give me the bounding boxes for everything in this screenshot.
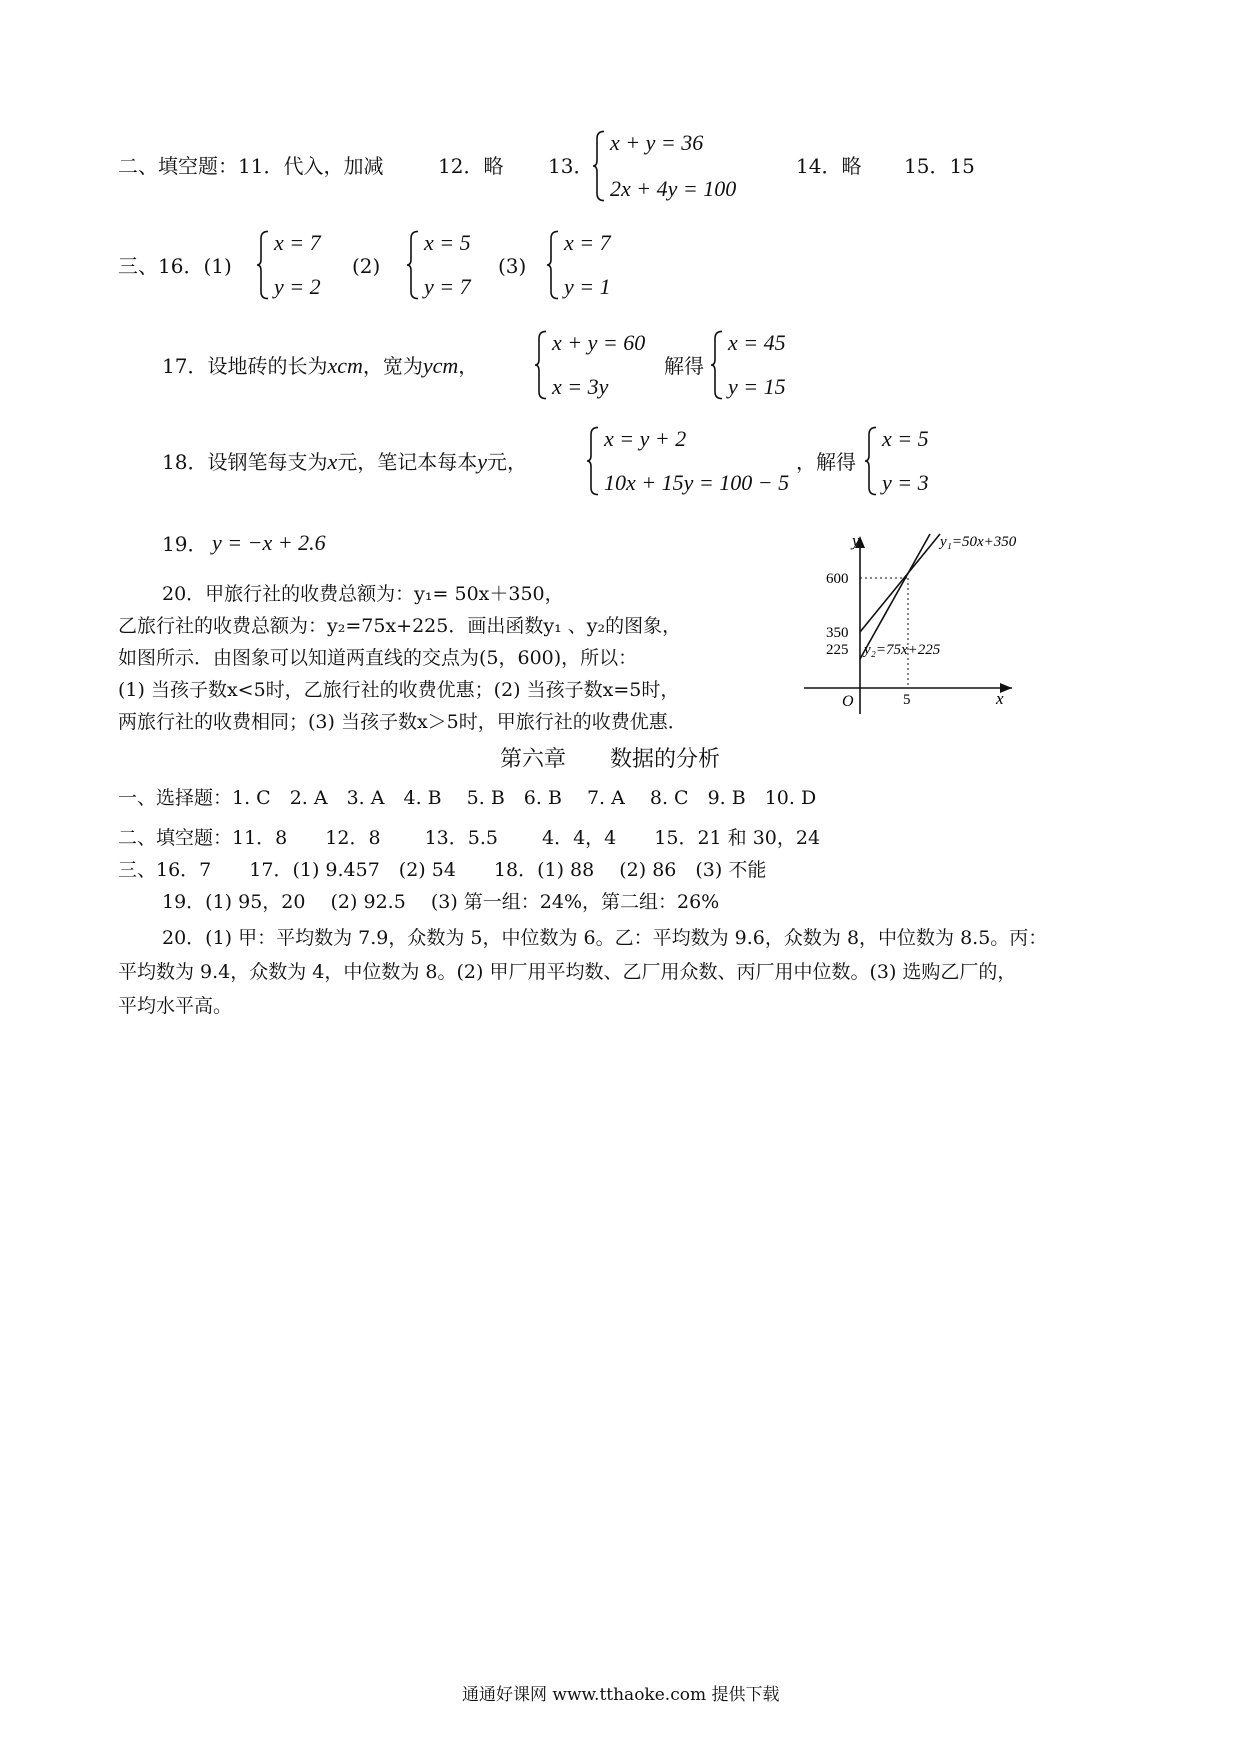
- q18-text2: 元，笔记本每本: [337, 450, 478, 474]
- q19-label: 19．: [162, 532, 208, 556]
- q17-solve: 解得: [664, 354, 704, 378]
- y-axis-label: y: [852, 531, 860, 550]
- q13-eq1: x + y = 36: [610, 130, 704, 155]
- q16-p2-eq1: x = 5: [424, 230, 471, 255]
- chapter6-q20-line3: 平均水平高。: [118, 995, 233, 1017]
- footer-credit: 通通好课网 www.tthaoke.com 提供下载: [462, 1685, 780, 1705]
- tick-350: 350: [826, 625, 849, 641]
- q16-p3-eq1: x = 7: [564, 230, 611, 255]
- q16-label: 三、16．(1): [118, 254, 232, 278]
- q16-system-2: [406, 230, 471, 300]
- q18-text1: 18．设钢笔每支为: [162, 450, 328, 474]
- left-brace-icon: [406, 230, 420, 300]
- fill-blank-prefix: 二、填空题：11．代入，加减: [118, 154, 384, 178]
- q20-line1: 20．甲旅行社的收费总额为：y₁= 50x＋350，: [162, 583, 564, 605]
- x-axis-label: x: [996, 689, 1004, 708]
- left-brace-icon: [256, 230, 270, 300]
- chapter6-q20-line1: 20．(1) 甲：平均数为 7.9，众数为 5，中位数为 6。乙：平均数为 9.6，众数为 8，中位数为 8.5。丙：: [162, 927, 1048, 949]
- q17-eq2: x = 3y: [552, 374, 609, 399]
- fill-blank-q15: 15．15: [904, 154, 975, 178]
- q16-p2-label: (2): [352, 254, 381, 278]
- q16-system-3: [546, 230, 611, 300]
- q17-sol2: y = 15: [728, 374, 786, 399]
- q17-text1: 17．设地砖的长为: [162, 354, 328, 378]
- tick-x5: 5: [903, 692, 911, 708]
- q20-line2: 乙旅行社的收费总额为：y₂=75x+225．画出函数y₁ 、y₂的图象，: [118, 615, 682, 637]
- label-y1: y₁=50x+350: [940, 534, 1017, 550]
- q19-equation: y = −x + 2.6: [212, 530, 326, 555]
- line-y2: [860, 534, 930, 659]
- left-brace-icon: [864, 426, 878, 496]
- q18-eq2: 10x + 15y = 100 − 5: [604, 470, 790, 495]
- q20-line5: 两旅行社的收费相同；(3) 当孩子数x＞5时，甲旅行社的收费优惠．: [118, 711, 687, 733]
- chapter6-fill: 二、填空题：11．8 12．8 13．5.5 4．4，4 15．21 和 30，24: [118, 827, 821, 849]
- q18-var2: y: [477, 449, 487, 474]
- q16-p1-eq1: x = 7: [274, 230, 321, 255]
- q17-eq1: x + y = 60: [552, 330, 646, 355]
- q18-var1: x: [327, 449, 338, 474]
- left-brace-icon: [546, 230, 560, 300]
- q20-line3: 如图所示．由图象可以知道两直线的交点为(5，600)，所以：: [118, 647, 638, 669]
- tick-225: 225: [826, 642, 849, 658]
- q17-text2: ，宽为: [362, 354, 423, 378]
- left-brace-icon: [710, 330, 724, 400]
- q18-sol1: x = 5: [882, 426, 929, 451]
- fill-blank-q13-label: 13．: [548, 154, 594, 178]
- origin-label: O: [842, 693, 854, 710]
- line-y1: [860, 534, 940, 632]
- q17-system: [534, 330, 645, 400]
- label-y2: y₂=75x+225: [864, 642, 941, 658]
- q17-text3: ，: [458, 354, 479, 378]
- chapter6-choice: 一、选择题：1. C 2. A 3. A 4. B 5. B 6. B 7. A 8. C 9. B 10. D: [118, 787, 817, 809]
- tick-600: 600: [826, 571, 849, 587]
- left-brace-icon: [592, 130, 606, 202]
- q20-line4: (1) 当孩子数x<5时，乙旅行社的收费优惠；(2) 当孩子数x=5时，: [118, 679, 680, 701]
- chapter6-q20-line2: 平均数为 9.4，众数为 4，中位数为 8。(2) 甲厂用平均数、乙厂用众数、丙厂用中位数。(3) 选购乙厂的，: [118, 961, 1017, 983]
- q13-equation-system: [592, 130, 736, 202]
- q18-eq1: x = y + 2: [604, 426, 687, 451]
- q16-p3-eq2: y = 1: [564, 274, 611, 299]
- linear-functions-graph: [800, 528, 1050, 714]
- chapter6-title: 第六章 数据的分析: [500, 747, 721, 772]
- q16-p3-label: (3): [498, 254, 527, 278]
- q16-system-1: [256, 230, 321, 300]
- q18-system: [586, 426, 789, 496]
- left-brace-icon: [586, 426, 600, 496]
- q17-sol1: x = 45: [728, 330, 786, 355]
- fill-blank-q14: 14．略: [796, 154, 862, 178]
- q13-eq2: 2x + 4y = 100: [610, 176, 737, 201]
- chapter6-q19: 19．(1) 95，20 (2) 92.5 (3) 第一组：24%，第二组：26%: [162, 891, 720, 913]
- q18-solve: ，解得: [796, 450, 856, 474]
- q18-text3: 元，: [486, 450, 527, 474]
- q17-text: [162, 354, 478, 378]
- q18-sol2: y = 3: [882, 470, 929, 495]
- q16-p2-eq2: y = 7: [424, 274, 471, 299]
- fill-blank-q12: 12．略: [438, 154, 504, 178]
- q18-solution: [864, 426, 929, 496]
- q17-var2: ycm: [422, 353, 459, 378]
- q16-p1-eq2: y = 2: [274, 274, 321, 299]
- q18-text: [162, 450, 527, 474]
- left-brace-icon: [534, 330, 548, 400]
- chapter6-q16-18: 三、16．7 17．(1) 9.457 (2) 54 18．(1) 88 (2) 86 (3) 不能: [118, 859, 767, 881]
- q17-solution: [710, 330, 786, 400]
- q17-var1: xcm: [327, 353, 363, 378]
